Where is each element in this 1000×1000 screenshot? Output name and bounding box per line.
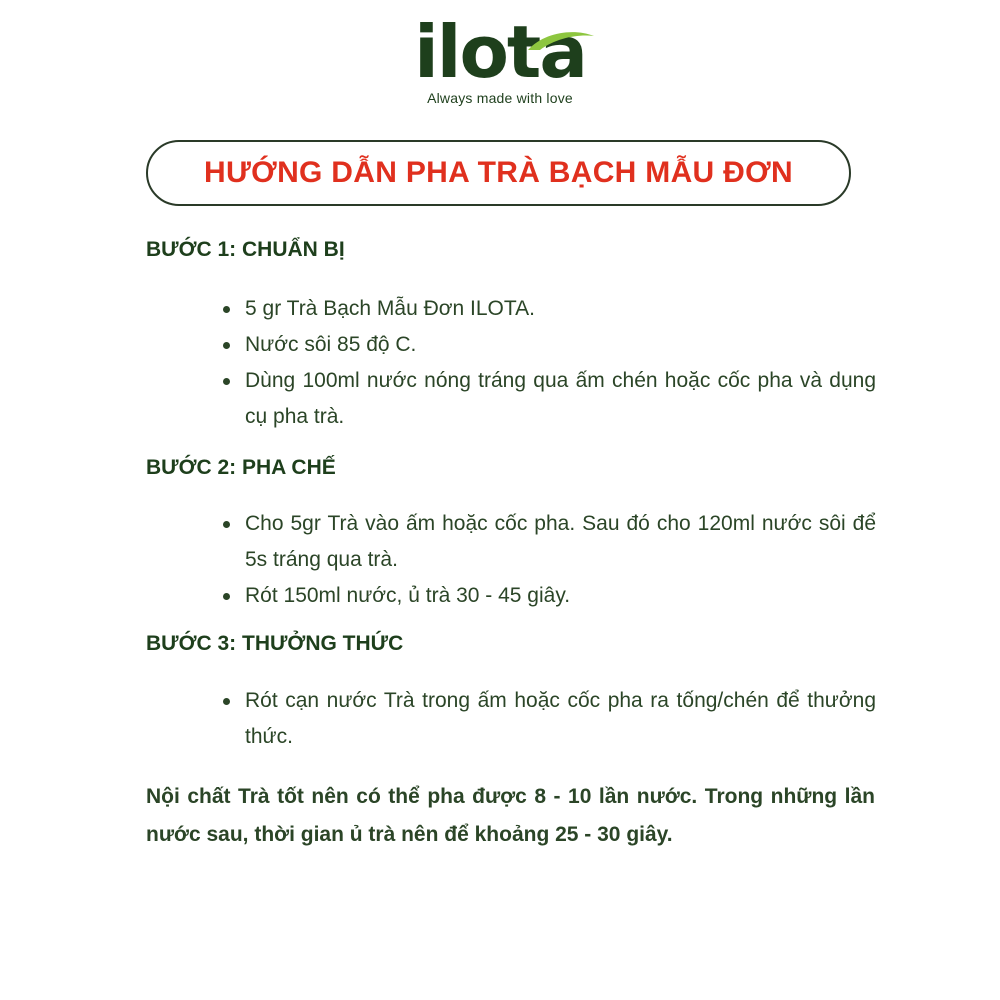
list-item-text: Rót 150ml nước, ủ trà 30 - 45 giây. — [245, 584, 571, 607]
step-1-list — [220, 291, 876, 435]
bullet-icon — [223, 698, 230, 705]
bullet-icon — [223, 521, 230, 528]
bullet-icon — [223, 306, 230, 313]
list-item-text: Cho 5gr Trà vào ấm hoặc cốc pha. Sau đó cho 120ml nước sôi để 5s tráng qua trà. — [245, 512, 876, 571]
list-item-text: 5 gr Trà Bạch Mẫu Đơn ILOTA. — [245, 297, 535, 320]
step-1-heading: BƯỚC 1: CHUẨN BỊ — [146, 238, 345, 261]
bullet-icon — [223, 378, 230, 385]
list-item-text: Rót cạn nước Trà trong ấm hoặc cốc pha ra tống/chén để thưởng thức. — [245, 689, 876, 748]
logo-wordmark — [414, 10, 586, 94]
list-item — [220, 683, 876, 755]
step-3-heading: BƯỚC 3: THƯỞNG THỨC — [146, 632, 404, 655]
page-title: HƯỚNG DẪN PHA TRÀ BẠCH MẪU ĐƠN — [204, 156, 793, 189]
list-item — [220, 363, 876, 435]
list-item-text: Dùng 100ml nước nóng tráng qua ấm chén hoặc cốc pha và dụng cụ pha trà. — [245, 369, 876, 428]
brand-logo — [0, 10, 1000, 106]
leaf-icon — [526, 28, 596, 54]
list-item — [220, 506, 876, 578]
logo-wordmark-text: ilota — [414, 10, 586, 94]
title-banner — [146, 140, 851, 206]
list-item — [220, 578, 876, 614]
bullet-icon — [223, 593, 230, 600]
step-2-list — [220, 506, 876, 614]
bullet-icon — [223, 342, 230, 349]
step-3-list — [220, 683, 876, 755]
list-item — [220, 327, 876, 363]
list-item-text: Nước sôi 85 độ C. — [245, 333, 417, 356]
step-2-heading: BƯỚC 2: PHA CHẾ — [146, 456, 336, 479]
logo-tagline: Always made with love — [427, 90, 573, 106]
brewing-note: Nội chất Trà tốt nên có thể pha được 8 - 10 lần nước. Trong những lần nước sau, thời gian ủ trà nên để khoảng 25 - 30 giây. — [146, 785, 875, 846]
list-item — [220, 291, 876, 327]
